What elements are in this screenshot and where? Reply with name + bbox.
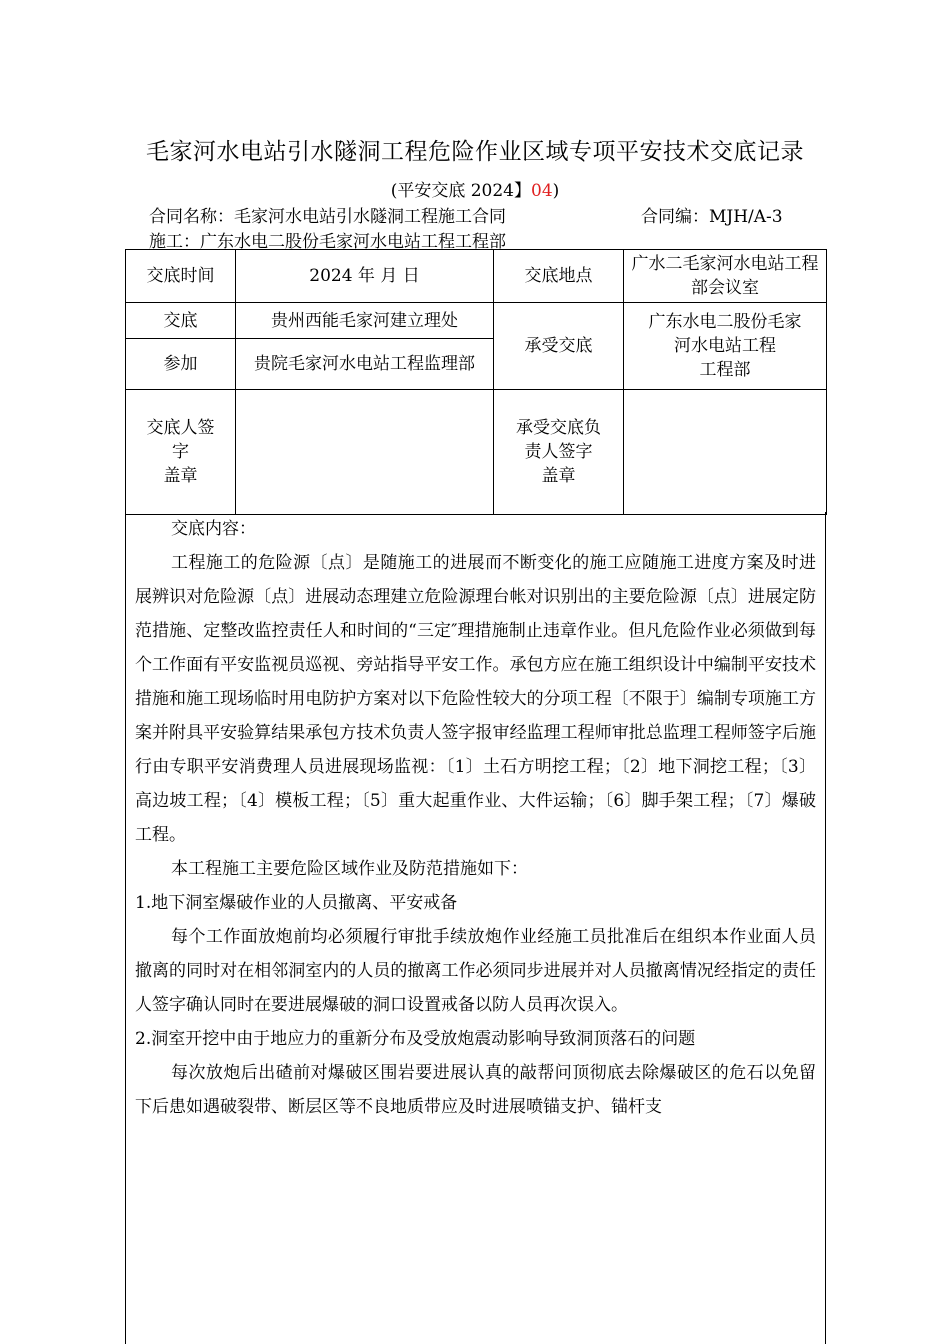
content-paragraph: 本工程施工主要危险区域作业及防范措施如下： <box>171 859 528 879</box>
sign-label <box>126 390 236 515</box>
document-title: 毛家河水电站引水隧洞工程危险作业区域专项平安技术交底记录 <box>146 139 804 165</box>
disclose-value: 贵州西能毛家河建立理处 <box>236 303 494 339</box>
attend-value: 贵院毛家河水电站工程监理部 <box>236 339 494 390</box>
receiver-sign-line: 盖章 <box>541 466 576 486</box>
constructor-name: 施工：广东水电二股份毛家河水电站工程工程部 <box>149 232 506 252</box>
receiver-sign-label <box>494 390 624 515</box>
receiver-sign-line: 责人签字 <box>524 442 593 462</box>
disclose-label: 交底 <box>126 303 236 339</box>
receive-value-line: 广东水电二股份毛家 <box>648 312 802 332</box>
content-cell <box>125 512 826 1344</box>
document-subtitle <box>0 176 950 201</box>
content-heading: 1.地下洞室爆破作业的人员撤离、平安戒备 <box>135 893 458 913</box>
attend-label: 参加 <box>126 339 236 390</box>
contract-number: 合同编：MJH/A-3 <box>641 207 783 227</box>
receive-label: 承受交底 <box>494 303 624 390</box>
sign-area <box>236 390 494 515</box>
receiver-sign-line: 承受交底负 <box>516 418 601 438</box>
time-label: 交底时间 <box>126 250 236 303</box>
content-paragraph: 每次放炮后出碴前对爆破区围岩要进展认真的敲帮问顶彻底去除爆破区的危石以免留下后患如遇破裂带、断层区等不良地质带应及时进展喷锚支护、锚杆支 <box>135 1063 816 1117</box>
content-body <box>126 512 825 1124</box>
receive-value-line: 工程部 <box>699 360 751 380</box>
disclosure-table <box>125 249 827 515</box>
place-value: 广水二毛家河水电站工程部会议室 <box>624 250 827 303</box>
sign-label-line: 字 <box>172 442 189 462</box>
place-label: 交底地点 <box>494 250 624 303</box>
time-value: 2024 年 月 日 <box>236 250 494 303</box>
receiver-sign-area <box>624 390 827 515</box>
sign-label-line: 交底人签 <box>146 418 215 438</box>
content-label: 交底内容： <box>171 519 256 539</box>
receive-value-line: 河水电站工程 <box>674 336 776 356</box>
subtitle-number: 04 <box>531 181 553 201</box>
contract-name: 合同名称：毛家河水电站引水隧洞工程施工合同 <box>149 207 506 227</box>
subtitle-suffix: ) <box>552 181 560 201</box>
receive-value <box>624 303 827 390</box>
subtitle-prefix: (平安交底 2024】 <box>390 181 532 201</box>
content-paragraph: 工程施工的危险源〔点〕是随施工的进展而不断变化的施工应随施工进度方案及时进展辨识对危险源〔点〕进展动态理建立危险源理台帐对识别出的主要危险源〔点〕进展定防范措施、定整改监控责任人和时间的“三定″理措施制止违章作业。但凡危险作业必须做到每个工作面有平安监视员巡视、旁站指导平安工作。承包方应在施工组织设计中编制平安技术措施和施工现场临时用电防护方案对以下危险性较大的分项工程〔不限于〕编制专项施工方案并附具平安验算结果承包方技术负责人签字报审经监理工程师审批总监理工程师签字后施行由专职平安消费理人员进展现场监视：〔1〕土石方明挖工程；〔2〕地下洞挖工程；〔3〕高边坡工程；〔4〕模板工程；〔5〕重大起重作业、大件运输；〔6〕脚手架工程；〔7〕爆破工程。 <box>135 553 816 845</box>
content-heading: 2.洞室开挖中由于地应力的重新分布及受放炮震动影响导致洞顶落石的问题 <box>135 1029 696 1049</box>
content-paragraph: 每个工作面放炮前均必须履行审批手续放炮作业经施工员批准后在组织本作业面人员撤离的同时对在相邻洞室内的人员的撤离工作必须同步进展并对人员撤离情况经指定的责任人签字确认同时在要进展爆破的洞口设置戒备以防人员再次误入。 <box>135 927 816 1015</box>
sign-label-line: 盖章 <box>163 466 198 486</box>
